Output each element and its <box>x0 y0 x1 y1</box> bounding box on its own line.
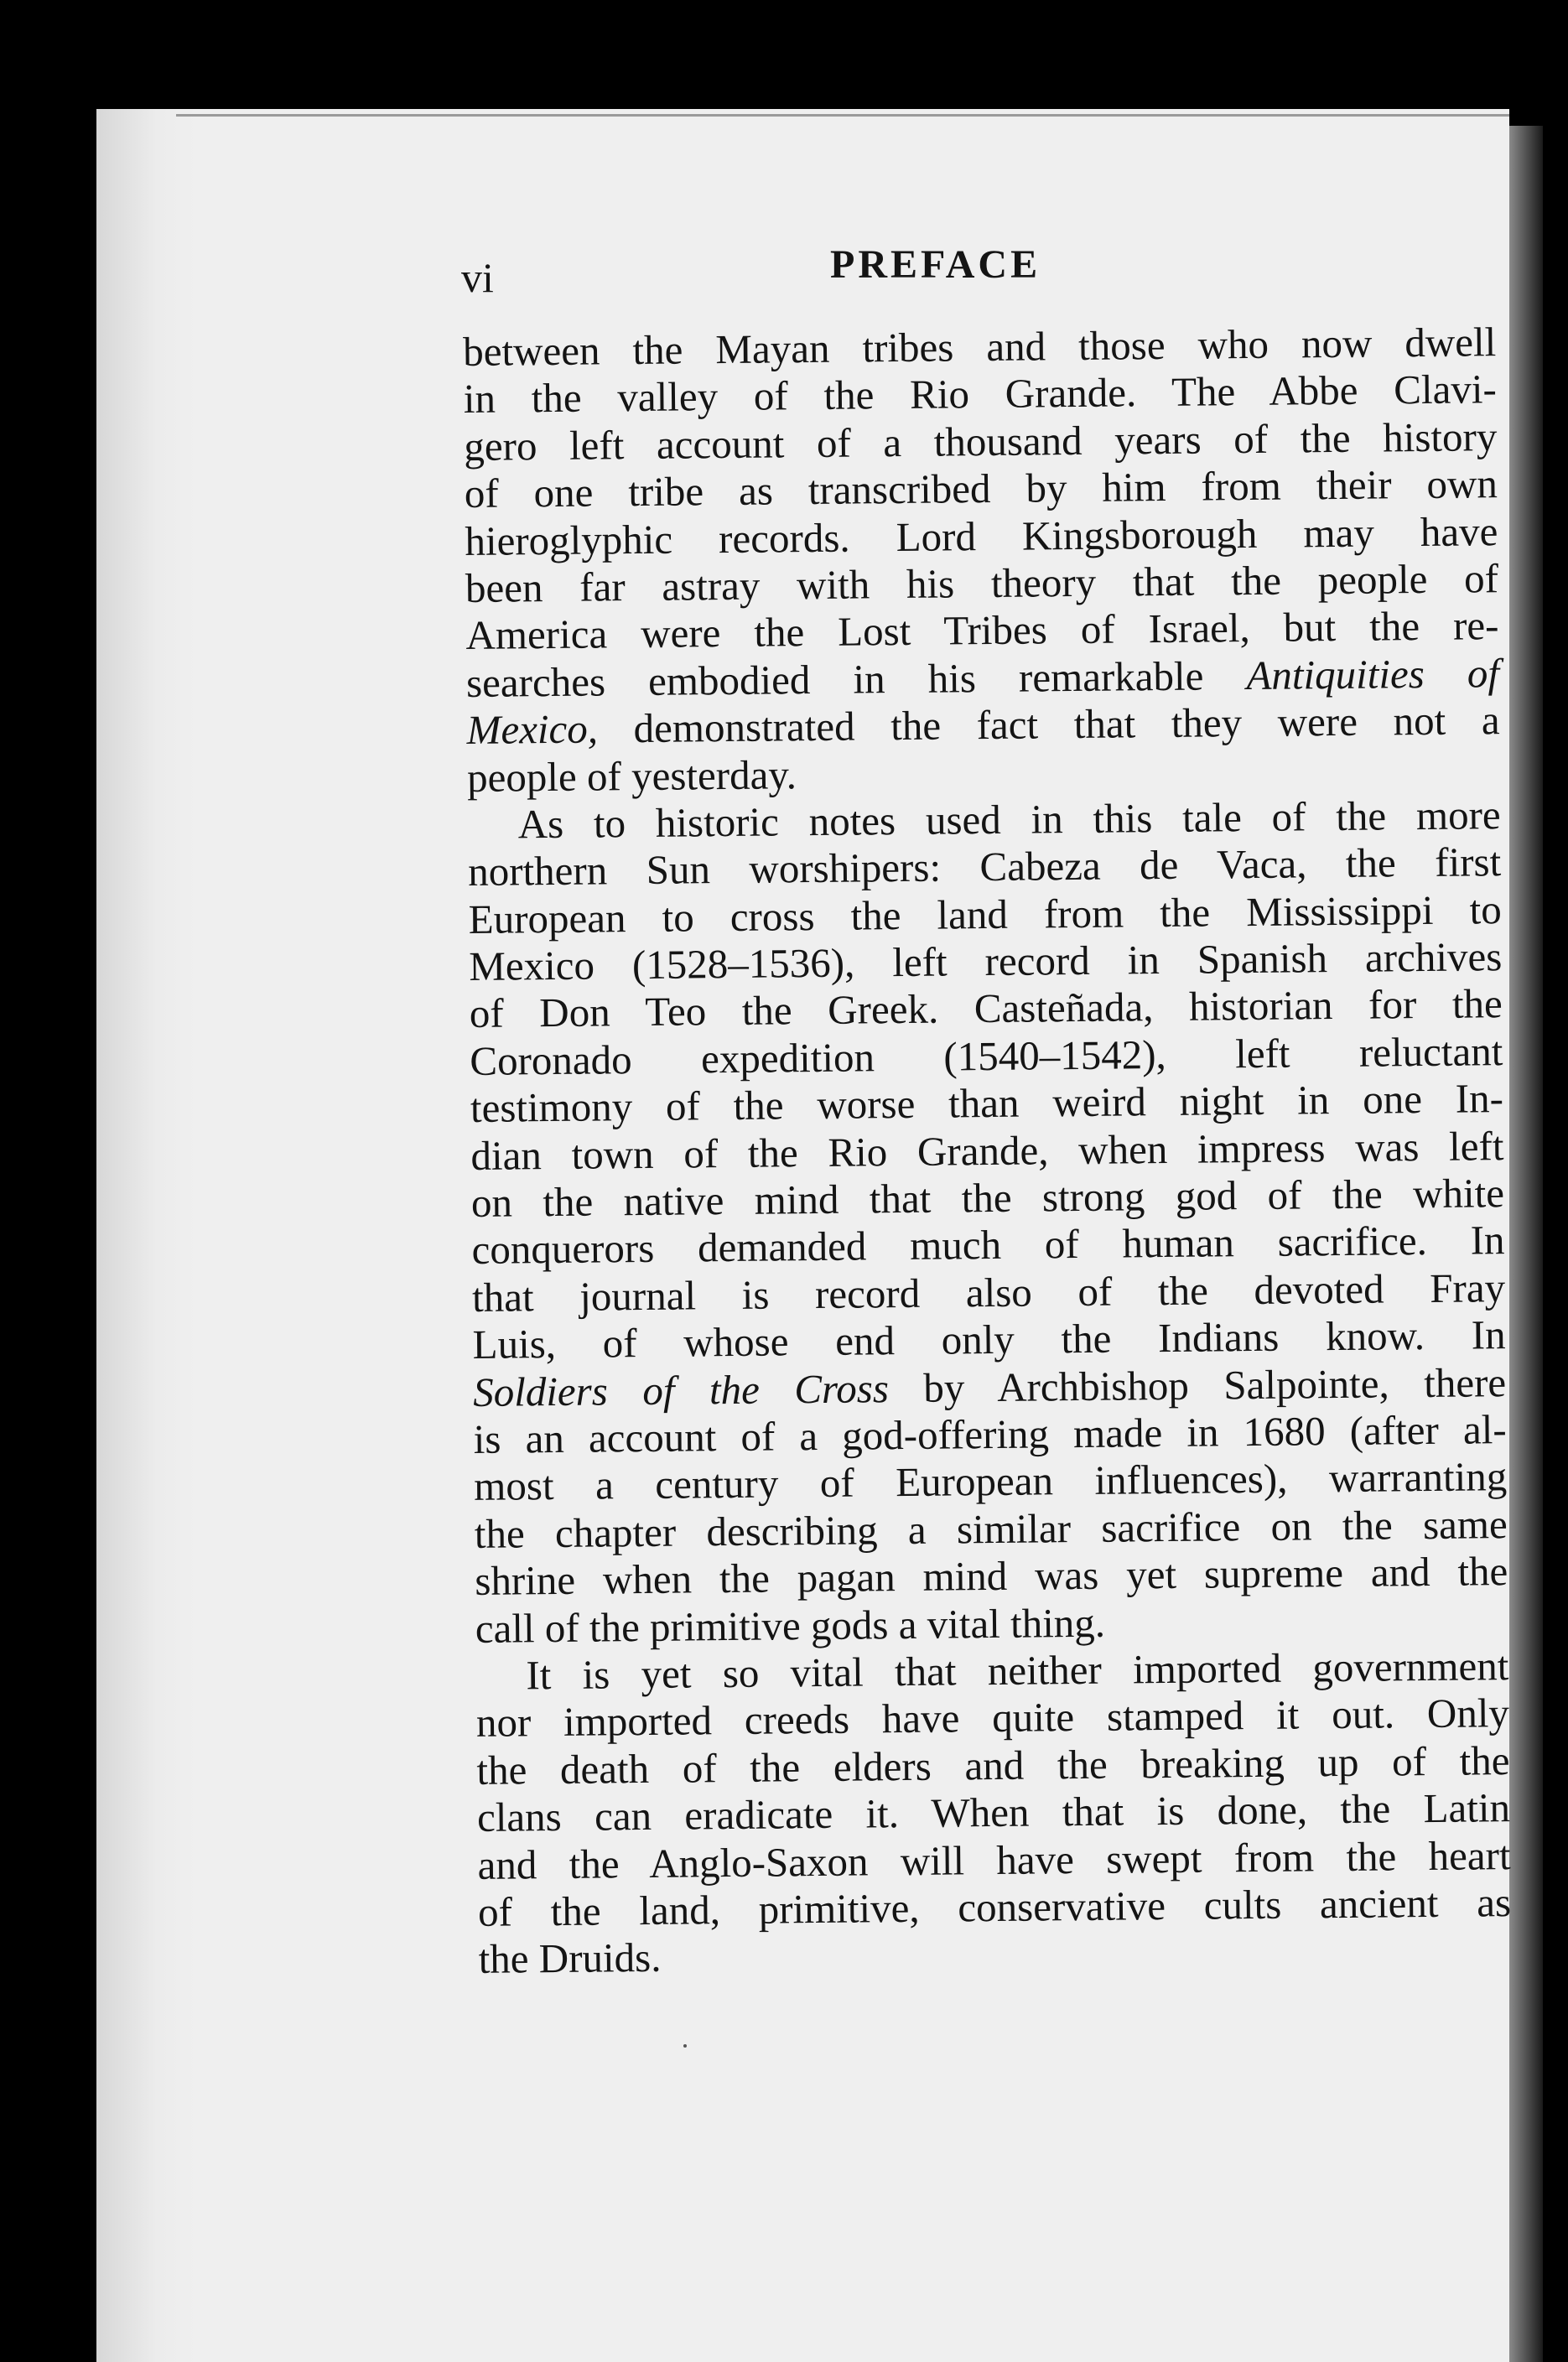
text-line: Mexico (1528–1536), left record in Spanish archives <box>469 933 1503 990</box>
text-line: on the native mind that the strong god of the white <box>470 1170 1505 1226</box>
page-header <box>461 241 1518 309</box>
page-top-edge <box>176 114 1509 117</box>
text-line: hieroglyphic records. Lord Kingsborough may have <box>465 507 1498 564</box>
page-number: vi <box>461 254 494 301</box>
text-line: nor imported creeds have quite stamped it out. Only <box>475 1690 1510 1747</box>
book-title-italic: Antiquities of <box>1246 649 1500 698</box>
text-line: clans can eradicate it. When that is done, the Latin <box>476 1784 1511 1841</box>
text-line: most a century of European influences), warranting <box>473 1453 1508 1510</box>
text-line: is an account of a god-offering made in 1680 (after al- <box>473 1406 1507 1462</box>
text-line: America were the Lost Tribes of Israel, but the re- <box>465 602 1499 659</box>
text-line: been far astray with his theory that the people of <box>465 555 1499 611</box>
text-line: testimony of the worse than weird night in one In- <box>470 1075 1504 1132</box>
text-line: of the land, primitive, conservative cults ancient as <box>477 1878 1512 1935</box>
text-line: call of the primitive gods a vital thing. <box>475 1599 1106 1652</box>
ink-speck <box>683 2044 687 2048</box>
text-line: in the valley of the Rio Grande. The Abbe Clavi- <box>463 366 1498 423</box>
text-line: Mexico, demonstrated the fact that they were not a <box>466 697 1500 754</box>
text-line: European to cross the land from the Mississippi to <box>468 885 1502 942</box>
text-line: northern Sun worshipers: Cabeza de Vaca, the first <box>467 838 1502 895</box>
text-line: dian town of the Rio Grande, when impress was left <box>470 1122 1504 1179</box>
text-line: of Don Teo the Greek. Casteñada, historian for the <box>469 980 1503 1037</box>
text-line: conquerors demanded much of human sacrifice. In <box>471 1217 1505 1274</box>
text-line: Luis, of whose end only the Indians know. In <box>472 1311 1506 1368</box>
book-title-italic: Soldiers of the Cross <box>472 1364 890 1415</box>
text-line: and the Anglo-Saxon will have swept from the heart <box>477 1831 1511 1888</box>
text-line: between the Mayan tribes and those who now dwell <box>463 319 1497 375</box>
text-line: As to historic notes used in this tale of the more <box>517 792 1501 848</box>
text-line: the chapter describing a similar sacrifice on the same <box>474 1500 1508 1557</box>
text-line: Coronado expedition (1540–1542), left reluctant <box>470 1027 1503 1084</box>
page-edge-shadow <box>1509 126 1543 2362</box>
text-line: the death of the elders and the breaking up of the <box>476 1736 1510 1794</box>
page-gutter-shading <box>96 109 197 2362</box>
text-line: shrine when the pagan mind was yet supreme and the <box>475 1548 1508 1605</box>
text-line: people of yesterday. <box>466 750 797 801</box>
text-line: It is yet so vital that neither imported government <box>526 1643 1509 1699</box>
body-text <box>463 319 1512 1983</box>
text-line: the Druids. <box>478 1934 662 1983</box>
text-line: gero left account of a thousand years of the history <box>464 413 1498 470</box>
text-line: of one tribe as transcribed by him from their own <box>464 460 1498 517</box>
text-line: that journal is record also of the devoted Fray <box>471 1264 1506 1321</box>
running-head: PREFACE <box>830 242 1041 287</box>
text-line: searches embodied in his remarkable Antiquities of <box>465 649 1500 706</box>
text-line: Soldiers of the Cross by Archbishop Salpointe, there <box>472 1358 1507 1415</box>
book-title-italic: Mexico, <box>466 705 599 754</box>
